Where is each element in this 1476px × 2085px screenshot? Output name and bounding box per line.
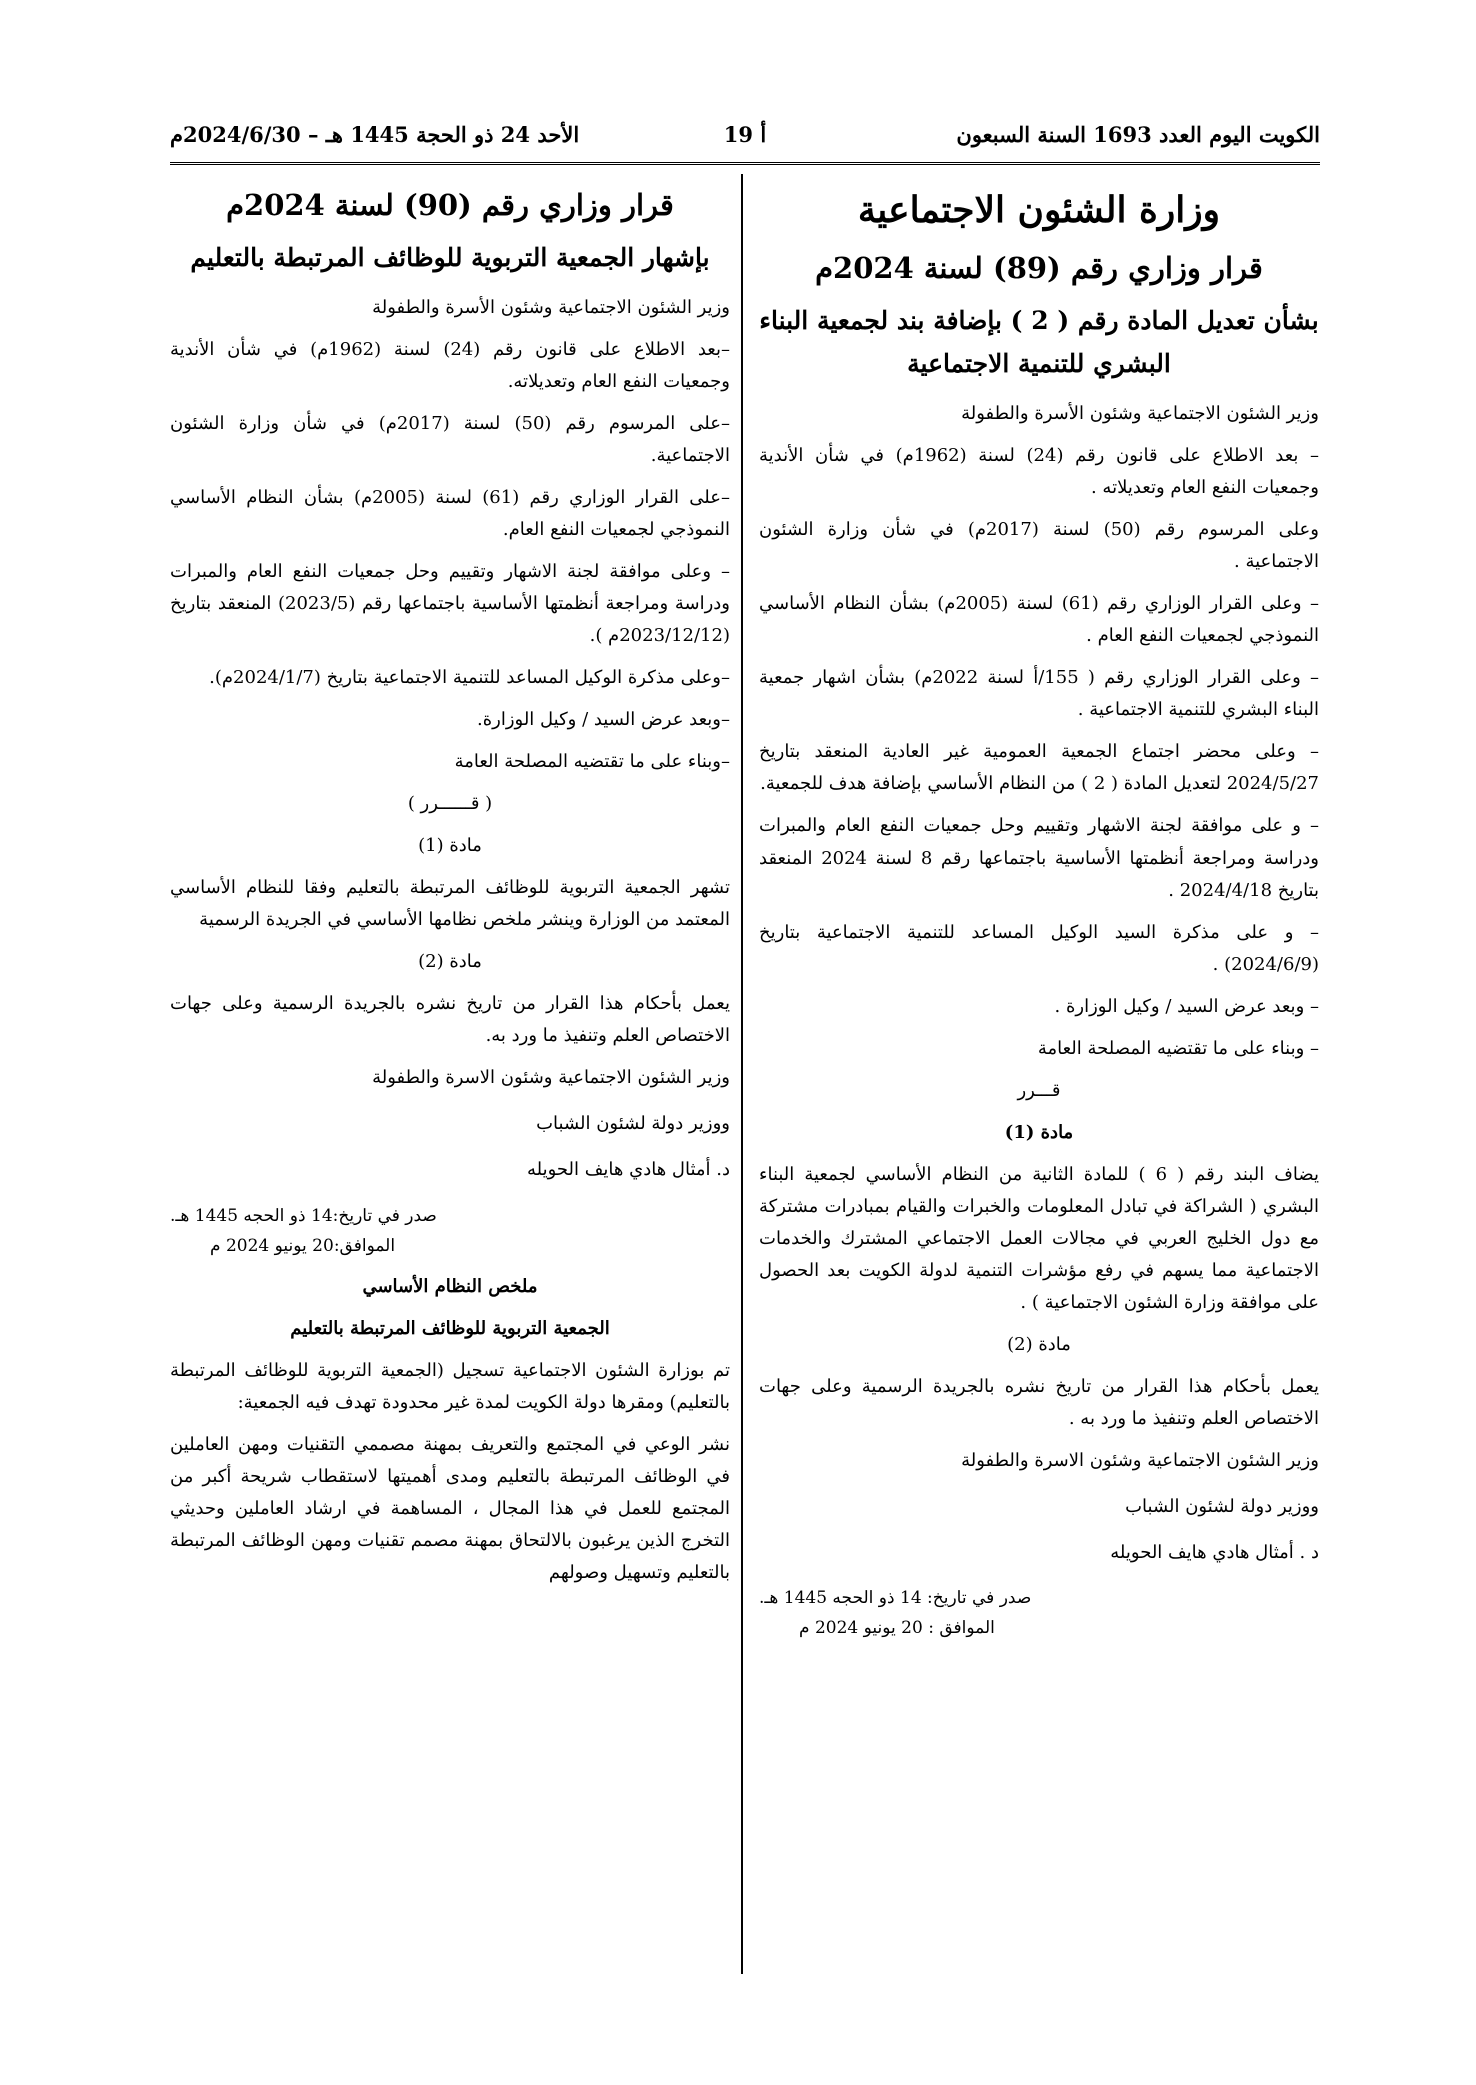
gregorian-date: الموافق : 20 يونيو 2024 م [799,1618,995,1639]
signatory-title: ووزير دولة لشئون الشباب [536,1113,730,1135]
column-divider [741,174,743,1974]
preamble-line: – وعلى القرار الوزاري رقم ( 155/أ لسنة 2022م) بشأن اشهار جمعية البناء البشري للتنمية الاجتماعية . [759,667,1320,721]
summary-subtitle: الجمعية التربوية للوظائف المرتبطة بالتعليم [290,1318,610,1340]
preamble-line: وزير الشئون الاجتماعية وشئون الأسرة والطفولة [961,403,1319,425]
signature-block [759,1445,1319,1569]
summary-title: ملخص النظام الأساسي [362,1276,538,1298]
summary-paragraph: تم بوزارة الشئون الاجتماعية تسجيل (الجمعية التربوية للوظائف المرتبطة بالتعليم) ومقرها دولة الكويت لمدة غير محدودة تهدف فيه الجمعية: [170,1360,730,1414]
article-2-heading: مادة (2) [418,951,482,973]
preamble-line: وعلى المرسوم رقم (50) لسنة (2017م) في شأن وزارة الشئون الاجتماعية . [759,519,1319,573]
preamble-line: –بعد الاطلاع على قانون رقم (24) لسنة (1962م) في شأن الأندية وجمعيات النفع العام وتعديلاته. [170,338,730,392]
preamble-line: – و على مذكرة السيد الوكيل المساعد للتنمية الاجتماعية بتاريخ (2024/6/9) . [759,921,1320,975]
left-column [170,180,730,1599]
article-1-heading: مادة (1) [418,835,482,857]
article-1-text: تشهر الجمعية التربوية للوظائف المرتبطة بالتعليم وفقا للنظام الأساسي المعتمد من الوزارة وينشر ملخص نظامها الأساسي في الجريدة الرسمية [170,877,730,931]
decided-heading: قـــرر [1017,1079,1061,1101]
signature-block [170,1062,730,1186]
article-2-text: يعمل بأحكام هذا القرار من تاريخ نشره بالجريدة الرسمية وعلى جهات الاختصاص العلم وتنفيذ ما ورد به . [759,1375,1319,1429]
preamble-line: – وعلى القرار الوزاري رقم (61) لسنة (2005م) بشأن النظام الأساسي النموذجي لجمعيات النفع العام . [759,593,1319,647]
article-2-text: يعمل بأحكام هذا القرار من تاريخ نشره بالجريدة الرسمية وعلى جهات الاختصاص العلم وتنفيذ ما ورد به. [170,993,730,1047]
signatory-name: د . أمثال هادي هايف الحويله [1110,1542,1319,1564]
preamble-line: – وعلى موافقة لجنة الاشهار وتقييم وحل جمعيات النفع العام والمبرات ودراسة ومراجعة أنظمتها الأساسية باجتماعها رقم (2023/5) المنعقد بتاريخ (2023/12/12م ). [170,561,730,647]
preamble-line: – وعلى محضر اجتماع الجمعية العمومية غير العادية المنعقد بتاريخ 2024/5/27 لتعديل المادة ( 2 ) من النظام الأساسي بإضافة هدف للجمعية. [759,741,1319,795]
summary-paragraph: نشر الوعي في المجتمع والتعريف بمهنة مصممي التقنيات ومهن العاملين في الوظائف المرتبطة بالتعليم ومدى أهميتها لاستقطاب شريحة أكبر من المجتمع للعمل في هذا المجال ، المساهمة في ارشاد العاملين وحديثي التخرج الذين يرغبون بالالتحاق بمهنة مصمم تقنيات ومهن الوظائف المرتبطة بالتعليم وتسهيل وصولهم [170,1434,730,1584]
decree-90-subject: بإشهار الجمعية التربوية للوظائف المرتبطة بالتعليم [190,243,710,273]
preamble-line: – و على موافقة لجنة الاشهار وتقييم وحل جمعيات النفع العام والمبرات ودراسة ومراجعة أنظمتها الأساسية باجتماعها رقم 8 لسنة 2024 المنعقد بتاريخ 2024/4/18 . [759,815,1319,901]
preamble-line: – وبناء على ما تقتضيه المصلحة العامة [1037,1037,1319,1059]
gregorian-date: الموافق:20 يونيو 2024 م [210,1235,396,1256]
signatory-name: د. أمثال هادي هايف الحويله [527,1159,730,1181]
preamble-line: –على القرار الوزاري رقم (61) لسنة (2005م) بشأن النظام الأساسي النموذجي لجمعيات النفع العام. [170,486,730,540]
preamble-line: – وبعد عرض السيد / وكيل الوزارة . [1054,995,1319,1017]
preamble-line: –وبناء على ما تقتضيه المصلحة العامة [454,751,730,773]
article-1-heading: مادة (1) [1004,1121,1074,1143]
signatory-title: وزير الشئون الاجتماعية وشئون الاسرة والطفولة [372,1067,730,1089]
signatory-title: ووزير دولة لشئون الشباب [1125,1496,1319,1518]
signatory-title: وزير الشئون الاجتماعية وشئون الاسرة والطفولة [961,1450,1319,1472]
preamble-line: – بعد الاطلاع على قانون رقم (24) لسنة (1962م) في شأن الأندية وجمعيات النفع العام وتعديلاته . [759,445,1320,499]
decree-89-subject: بشأن تعديل المادة رقم ( 2 ) بإضافة بند لجمعية البناء البشري للتنمية الاجتماعية [759,305,1319,379]
page-header [170,118,1320,165]
preamble-line: –على المرسوم رقم (50) لسنة (2017م) في شأن وزارة الشئون الاجتماعية. [170,412,730,466]
preamble-line: وزير الشئون الاجتماعية وشئون الأسرة والطفولة [372,296,730,318]
issue-date: صدر في تاريخ:14 ذو الحجه 1445 هـ. [170,1205,437,1226]
header-page-number: أ 19 [723,122,767,147]
decided-heading: ( قــــــرر ) [407,793,493,815]
header-date: الأحد 24 ذو الحجة 1445 هـ – 2024/6/30م [170,122,580,147]
decree-89-title: قرار وزاري رقم (89) لسنة 2024م [815,250,1263,285]
decree-90-title: قرار وزاري رقم (90) لسنة 2024م [226,188,674,222]
issue-date: صدر في تاريخ: 14 ذو الحجه 1445 هـ. [759,1588,1032,1609]
preamble-line: –وعلى مذكرة الوكيل المساعد للتنمية الاجتماعية بتاريخ (2024/1/7م). [209,667,730,689]
ministry-title: وزارة الشئون الاجتماعية [857,189,1221,231]
right-column [759,180,1319,1654]
preamble-line: –وبعد عرض السيد / وكيل الوزارة. [476,709,730,731]
article-1-text: يضاف البند رقم ( 6 ) للمادة الثانية من النظام الأساسي لجمعية البناء البشري ( الشراكة في تبادل المعلومات والخبرات والقيام بمبادرات مشتركة مع دول الخليج العربي في مجالات العمل الاجتماعي المشترك والخدمات الاجتماعية مما يسهم في رفع مؤشرات التنمية لدولة الكويت بعد الحصول على موافقة وزارة الشئون الاجتماعية ) . [759,1163,1320,1313]
header-issue: الكويت اليوم العدد 1693 السنة السبعون [956,122,1320,147]
article-2-heading: مادة (2) [1007,1333,1071,1355]
